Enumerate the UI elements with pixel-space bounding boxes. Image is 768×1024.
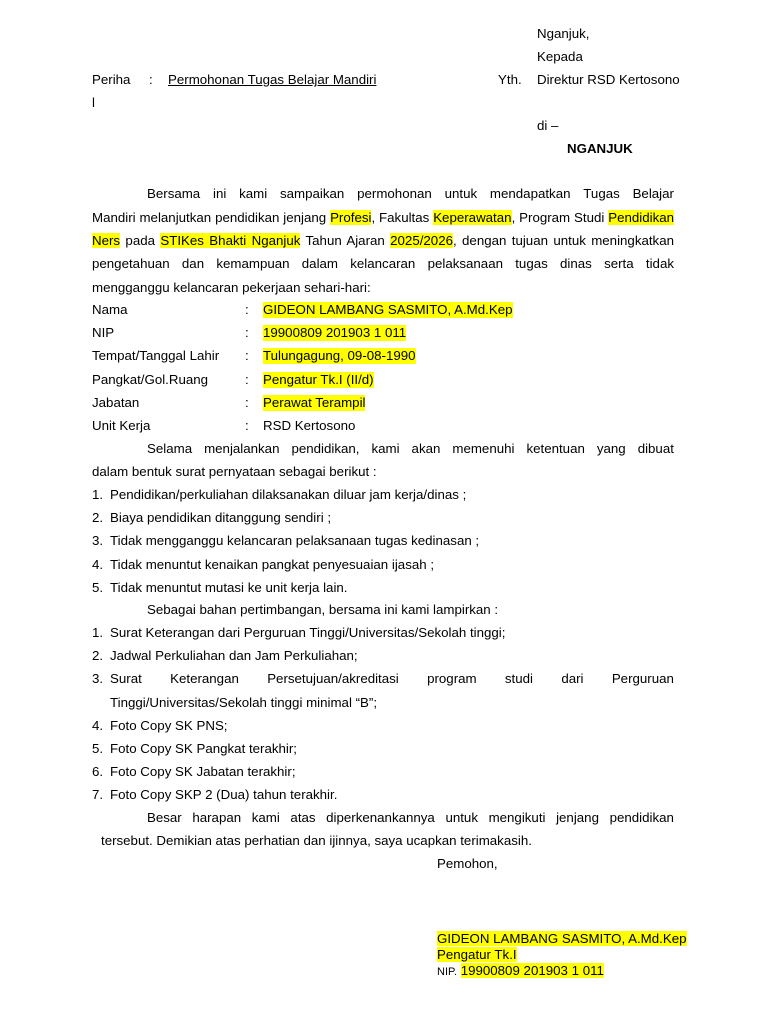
intro-word: ini [213,186,227,201]
closing-word: untuk [445,810,478,825]
list-text: Foto Copy SK Jabatan terakhir; [110,764,296,780]
closing-word: mengikuti [488,810,546,825]
list-number: 5. [92,741,104,756]
statement-intro-word: ketentuan [526,441,585,456]
identity-value: GIDEON LAMBANG SASMITO, A.Md.Kep [263,302,513,317]
list-word: Keterangan [170,671,239,687]
list-text: Tidak menuntut kenaikan pangkat penyesuaian ijasah ; [110,556,435,572]
intro-text: Tahun Ajaran [300,233,391,249]
list-text: Biaya pendidikan ditanggung sendiri ; [110,510,332,526]
list-number: 2. [92,648,104,664]
identity-colon: : [245,394,249,410]
list-text: Foto Copy SK Pangkat terakhir; [110,741,297,756]
list-text: Tidak menuntut mutasi ke unit kerja lain. [110,579,348,595]
intro-word: Belajar [632,186,674,201]
attachments-intro: Sebagai bahan pertimbangan, bersama ini kami lampirkan : [147,602,499,617]
fakultas-value: Keperawatan [433,210,512,225]
nip-label: NIP. [437,966,457,978]
closing-line-1 [147,810,674,826]
kampus-value: STIKes Bhakti Nganjuk [160,233,301,249]
identity-value: Perawat Terampil [263,394,366,410]
tahun-ajaran-value: 2025/2026 [390,233,453,249]
identity-value: RSD Kertosono [263,418,356,433]
perihal-colon: : [149,72,153,87]
signer-name-text: GIDEON LAMBANG SASMITO, A.Md.Kep [437,931,687,946]
statement-intro-line-1 [147,441,674,457]
list-number: 5. [92,579,104,595]
identity-value: 19900809 201903 1 011 [263,325,407,341]
place-date: Nganjuk, [537,26,590,41]
recipient-city: NGANJUK [567,141,633,156]
intro-text: , Program Studi [511,210,609,225]
intro-word: untuk [444,186,478,201]
identity-value: Tulungagung, 09-08-1990 [263,348,416,364]
intro-word: sampaikan [280,186,345,201]
list-word: Persetujuan/akreditasi [267,671,399,687]
list-number: 1. [92,625,104,640]
yth-label: Yth. [498,72,522,87]
signer-rank [437,947,517,963]
jenjang-value: Profesi [330,210,372,225]
identity-label: Pangkat/Gol.Ruang [92,371,209,387]
identity-label: NIP [92,325,115,341]
intro-word: mendapatkan [489,186,571,201]
list-word: dari [561,671,584,687]
identity-label: Tempat/Tanggal Lahir [92,348,220,364]
identity-colon: : [245,325,249,341]
list-text: Foto Copy SKP 2 (Dua) tahun terakhir. [110,787,338,803]
signer-nip [437,963,604,980]
kepada-label: Kepada [537,49,583,64]
perihal-label-cont: l [92,95,95,110]
list-number: 2. [92,510,104,526]
list-number: 1. [92,487,104,502]
list-number: 3. [92,671,104,687]
statement-intro-word: akan [411,441,441,456]
list-number: 4. [92,556,104,572]
intro-word: permohonan [357,186,432,201]
intro-paragraph [92,206,674,299]
intro-line-1 [147,186,674,202]
identity-label: Jabatan [92,394,140,410]
statement-intro-line-2: dalam bentuk surat pernyataan sebagai berikut : [92,464,377,479]
intro-word: kami [239,186,268,201]
perihal-value: Permohonan Tugas Belajar Mandiri [168,72,377,87]
intro-text: pada [120,233,161,249]
intro-word: Tugas [583,186,620,201]
signer-nip-value: 19900809 201903 1 011 [460,963,604,978]
closing-word: harapan [192,810,242,825]
closing-word: jenjang [556,810,599,825]
closing-word: atas [290,810,316,825]
list-word: studi [504,671,533,687]
statement-intro-word: pendidikan, [291,441,360,456]
identity-colon: : [245,302,249,317]
list-text: Tinggi/Universitas/Sekolah tinggi minimal “B”; [110,694,378,710]
list-text: Tidak mengganggu kelancaran pelaksanaan tugas kedinasan ; [110,533,480,549]
list-text: Jadwal Perkuliahan dan Jam Perkuliahan; [110,648,358,664]
intro-word: Bersama [147,186,201,201]
identity-colon: : [245,348,249,364]
list-text: Surat Keterangan dari Perguruan Tinggi/Universitas/Sekolah tinggi; [110,625,506,640]
statement-intro-word: menjalankan [204,441,280,456]
closing-word: kami [251,810,280,825]
closing-line-2: tersebut. Demikian atas perhatian dan ijinnya, saya ucapkan terimakasih. [101,833,532,848]
perihal-label: Periha [92,72,131,87]
statement-intro-word: Selama [147,441,193,456]
statement-intro-word: dibuat [637,441,674,456]
signer-name [437,931,687,947]
identity-label: Unit Kerja [92,418,151,433]
prodi-value: Pendidikan Ners [92,210,675,249]
statement-intro-word: kami [371,441,400,456]
identity-label: Nama [92,302,128,317]
pemohon-label: Pemohon, [437,856,498,871]
list-text [110,671,674,687]
identity-value: Pengatur Tk.I (II/d) [263,371,374,387]
intro-text: , dengan tujuan untuk meningkatkan pengetahuan dan kemampuan dalam kelancaran pelaksanaan tugas dinas serta tidak mengganggu kelancaran pekerjaan sehari-hari: [92,233,674,295]
list-text: Foto Copy SK PNS; [110,717,228,733]
statement-intro-word: memenuhi [452,441,515,456]
list-text: Pendidikan/perkuliahan dilaksanakan diluar jam kerja/dinas ; [110,487,467,502]
closing-word: pendidikan [609,810,674,825]
list-word: Perguruan [611,671,674,687]
closing-word: diperkenankannya [326,810,435,825]
list-number: 6. [92,764,104,780]
di-label: di – [537,118,559,133]
intro-text: Mandiri melanjutkan pendidikan jenjang [92,210,331,225]
recipient: Direktur RSD Kertosono [537,72,680,87]
identity-colon: : [245,418,249,433]
list-number: 7. [92,787,104,803]
closing-word: Besar [147,810,182,825]
list-number: 3. [92,533,104,549]
list-word: Surat [110,671,142,687]
intro-text: , Fakultas [371,210,434,225]
signer-rank-text: Pengatur Tk.I [437,947,517,962]
identity-colon: : [245,371,249,387]
list-number: 4. [92,717,104,733]
list-word: program [427,671,477,687]
statement-intro-word: yang [596,441,626,456]
